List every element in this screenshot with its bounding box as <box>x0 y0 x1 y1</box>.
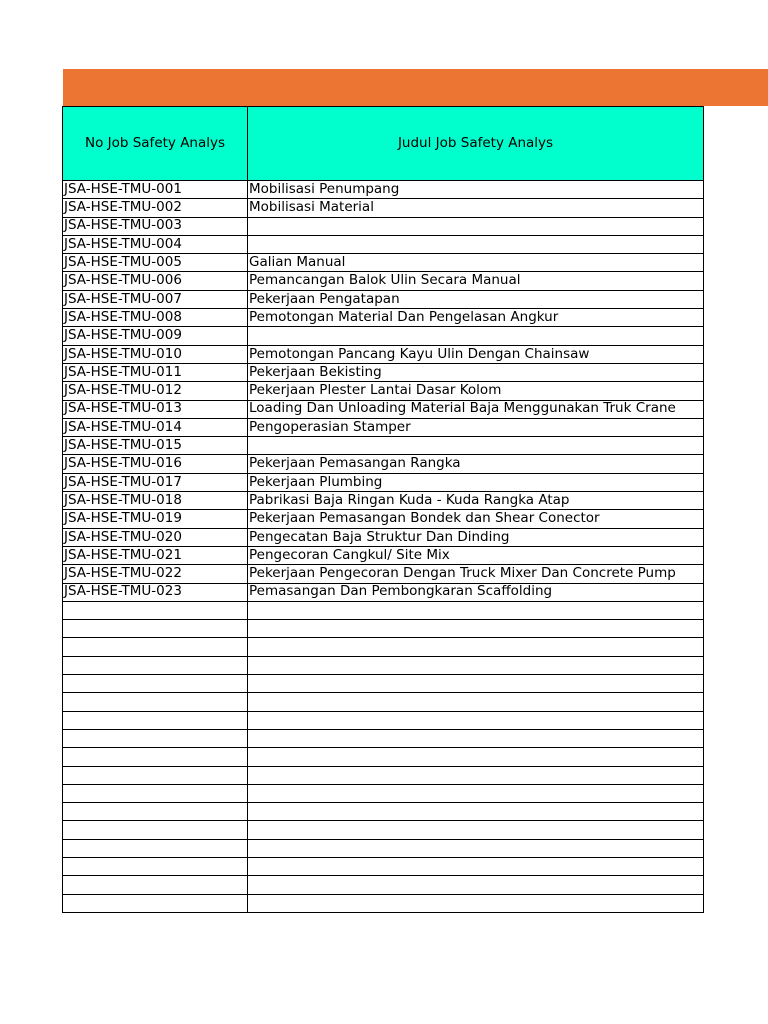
jsa-title-cell: Pekerjaan Pemasangan Bondek dan Shear Conector <box>248 510 704 528</box>
jsa-title-cell <box>248 437 704 455</box>
jsa-title-cell: Pemotongan Material Dan Pengelasan Angkur <box>248 309 704 327</box>
table-row <box>63 565 704 583</box>
table-row <box>63 363 704 381</box>
jsa-number-cell: JSA-HSE-TMU-018 <box>63 492 248 510</box>
table-row <box>63 803 704 821</box>
table-row <box>63 199 704 217</box>
jsa-number-cell <box>63 766 248 784</box>
table-row <box>63 327 704 345</box>
table-row <box>63 254 704 272</box>
jsa-number-cell: JSA-HSE-TMU-002 <box>63 199 248 217</box>
jsa-title-cell: Pekerjaan Pengatapan <box>248 290 704 308</box>
table-row <box>63 656 704 674</box>
jsa-number-cell: JSA-HSE-TMU-008 <box>63 309 248 327</box>
table-row <box>63 382 704 400</box>
jsa-title-cell: Pekerjaan Bekisting <box>248 363 704 381</box>
jsa-number-cell: JSA-HSE-TMU-003 <box>63 217 248 235</box>
jsa-number-cell: JSA-HSE-TMU-001 <box>63 181 248 199</box>
jsa-number-cell <box>63 693 248 711</box>
jsa-title-cell <box>248 327 704 345</box>
table-row <box>63 766 704 784</box>
jsa-title-cell: Pekerjaan Plumbing <box>248 473 704 491</box>
jsa-number-cell <box>63 821 248 839</box>
table-row <box>63 583 704 601</box>
jsa-number-cell <box>63 729 248 747</box>
jsa-title-cell <box>248 876 704 894</box>
jsa-title-cell: Pengoperasian Stamper <box>248 418 704 436</box>
jsa-title-cell: Pengecoran Cangkul/ Site Mix <box>248 546 704 564</box>
jsa-title-cell: Pekerjaan Pengecoran Dengan Truck Mixer Dan Concrete Pump <box>248 565 704 583</box>
table-row <box>63 455 704 473</box>
table-row <box>63 729 704 747</box>
jsa-number-cell: JSA-HSE-TMU-004 <box>63 235 248 253</box>
jsa-title-cell <box>248 638 704 656</box>
jsa-title-cell: Loading Dan Unloading Material Baja Menggunakan Truk Crane <box>248 400 704 418</box>
table-row <box>63 492 704 510</box>
jsa-title-cell: Pabrikasi Baja Ringan Kuda - Kuda Rangka Atap <box>248 492 704 510</box>
jsa-title-cell <box>248 857 704 875</box>
jsa-title-cell <box>248 620 704 638</box>
jsa-number-cell: JSA-HSE-TMU-020 <box>63 528 248 546</box>
jsa-title-cell: Pengecatan Baja Struktur Dan Dinding <box>248 528 704 546</box>
jsa-title-cell <box>248 693 704 711</box>
jsa-number-cell <box>63 675 248 693</box>
jsa-title-cell: Galian Manual <box>248 254 704 272</box>
jsa-title-cell: Pekerjaan Pemasangan Rangka <box>248 455 704 473</box>
jsa-number-cell <box>63 803 248 821</box>
jsa-number-cell: JSA-HSE-TMU-009 <box>63 327 248 345</box>
jsa-title-cell: Pekerjaan Plester Lantai Dasar Kolom <box>248 382 704 400</box>
jsa-title-cell: Pemotongan Pancang Kayu Ulin Dengan Chainsaw <box>248 345 704 363</box>
jsa-title-cell <box>248 656 704 674</box>
table-row <box>63 748 704 766</box>
jsa-number-cell: JSA-HSE-TMU-015 <box>63 437 248 455</box>
jsa-number-cell <box>63 620 248 638</box>
jsa-number-cell <box>63 894 248 912</box>
table-row <box>63 217 704 235</box>
table-row <box>63 620 704 638</box>
table-row <box>63 839 704 857</box>
jsa-number-cell <box>63 784 248 802</box>
table-row <box>63 272 704 290</box>
jsa-number-cell: JSA-HSE-TMU-017 <box>63 473 248 491</box>
table-row <box>63 601 704 619</box>
jsa-title-cell <box>248 601 704 619</box>
jsa-title-cell <box>248 803 704 821</box>
table-header-row <box>63 107 704 181</box>
table-row <box>63 309 704 327</box>
jsa-number-cell <box>63 876 248 894</box>
table-body <box>63 181 704 913</box>
jsa-number-cell <box>63 857 248 875</box>
jsa-title-cell <box>248 766 704 784</box>
jsa-number-cell <box>63 839 248 857</box>
jsa-title-cell: Pemancangan Balok Ulin Secara Manual <box>248 272 704 290</box>
table-row <box>63 857 704 875</box>
table-row <box>63 437 704 455</box>
jsa-table <box>62 106 704 913</box>
table-row <box>63 876 704 894</box>
table-row <box>63 784 704 802</box>
jsa-number-cell: JSA-HSE-TMU-012 <box>63 382 248 400</box>
jsa-title-cell: Mobilisasi Penumpang <box>248 181 704 199</box>
table-row <box>63 638 704 656</box>
table-row <box>63 400 704 418</box>
table-row <box>63 345 704 363</box>
table-row <box>63 675 704 693</box>
table-row <box>63 528 704 546</box>
jsa-number-cell: JSA-HSE-TMU-021 <box>63 546 248 564</box>
jsa-title-cell <box>248 217 704 235</box>
jsa-number-cell: JSA-HSE-TMU-006 <box>63 272 248 290</box>
jsa-title-cell <box>248 839 704 857</box>
jsa-title-cell <box>248 784 704 802</box>
jsa-title-cell <box>248 894 704 912</box>
jsa-title-cell <box>248 821 704 839</box>
jsa-number-cell: JSA-HSE-TMU-022 <box>63 565 248 583</box>
table-row <box>63 510 704 528</box>
jsa-number-cell: JSA-HSE-TMU-011 <box>63 363 248 381</box>
jsa-number-cell: JSA-HSE-TMU-014 <box>63 418 248 436</box>
table-row <box>63 711 704 729</box>
column-header-jsa-title: Judul Job Safety Analys <box>248 107 704 181</box>
jsa-number-cell: JSA-HSE-TMU-005 <box>63 254 248 272</box>
jsa-number-cell: JSA-HSE-TMU-010 <box>63 345 248 363</box>
jsa-number-cell: JSA-HSE-TMU-013 <box>63 400 248 418</box>
jsa-number-cell <box>63 601 248 619</box>
jsa-number-cell: JSA-HSE-TMU-016 <box>63 455 248 473</box>
table-row <box>63 821 704 839</box>
jsa-number-cell: JSA-HSE-TMU-023 <box>63 583 248 601</box>
jsa-title-cell <box>248 711 704 729</box>
jsa-number-cell <box>63 748 248 766</box>
jsa-number-cell <box>63 711 248 729</box>
jsa-title-cell <box>248 235 704 253</box>
table-row <box>63 418 704 436</box>
jsa-title-cell <box>248 748 704 766</box>
jsa-number-cell: JSA-HSE-TMU-007 <box>63 290 248 308</box>
table-row <box>63 473 704 491</box>
table-row <box>63 894 704 912</box>
jsa-title-cell <box>248 729 704 747</box>
table-row <box>63 693 704 711</box>
column-header-jsa-number: No Job Safety Analys <box>63 107 248 181</box>
jsa-number-cell <box>63 638 248 656</box>
jsa-title-cell: Mobilisasi Material <box>248 199 704 217</box>
header-banner <box>63 69 768 106</box>
jsa-number-cell: JSA-HSE-TMU-019 <box>63 510 248 528</box>
jsa-title-cell: Pemasangan Dan Pembongkaran Scaffolding <box>248 583 704 601</box>
table-row <box>63 546 704 564</box>
table-row <box>63 235 704 253</box>
table-row <box>63 181 704 199</box>
jsa-title-cell <box>248 675 704 693</box>
jsa-number-cell <box>63 656 248 674</box>
table-row <box>63 290 704 308</box>
